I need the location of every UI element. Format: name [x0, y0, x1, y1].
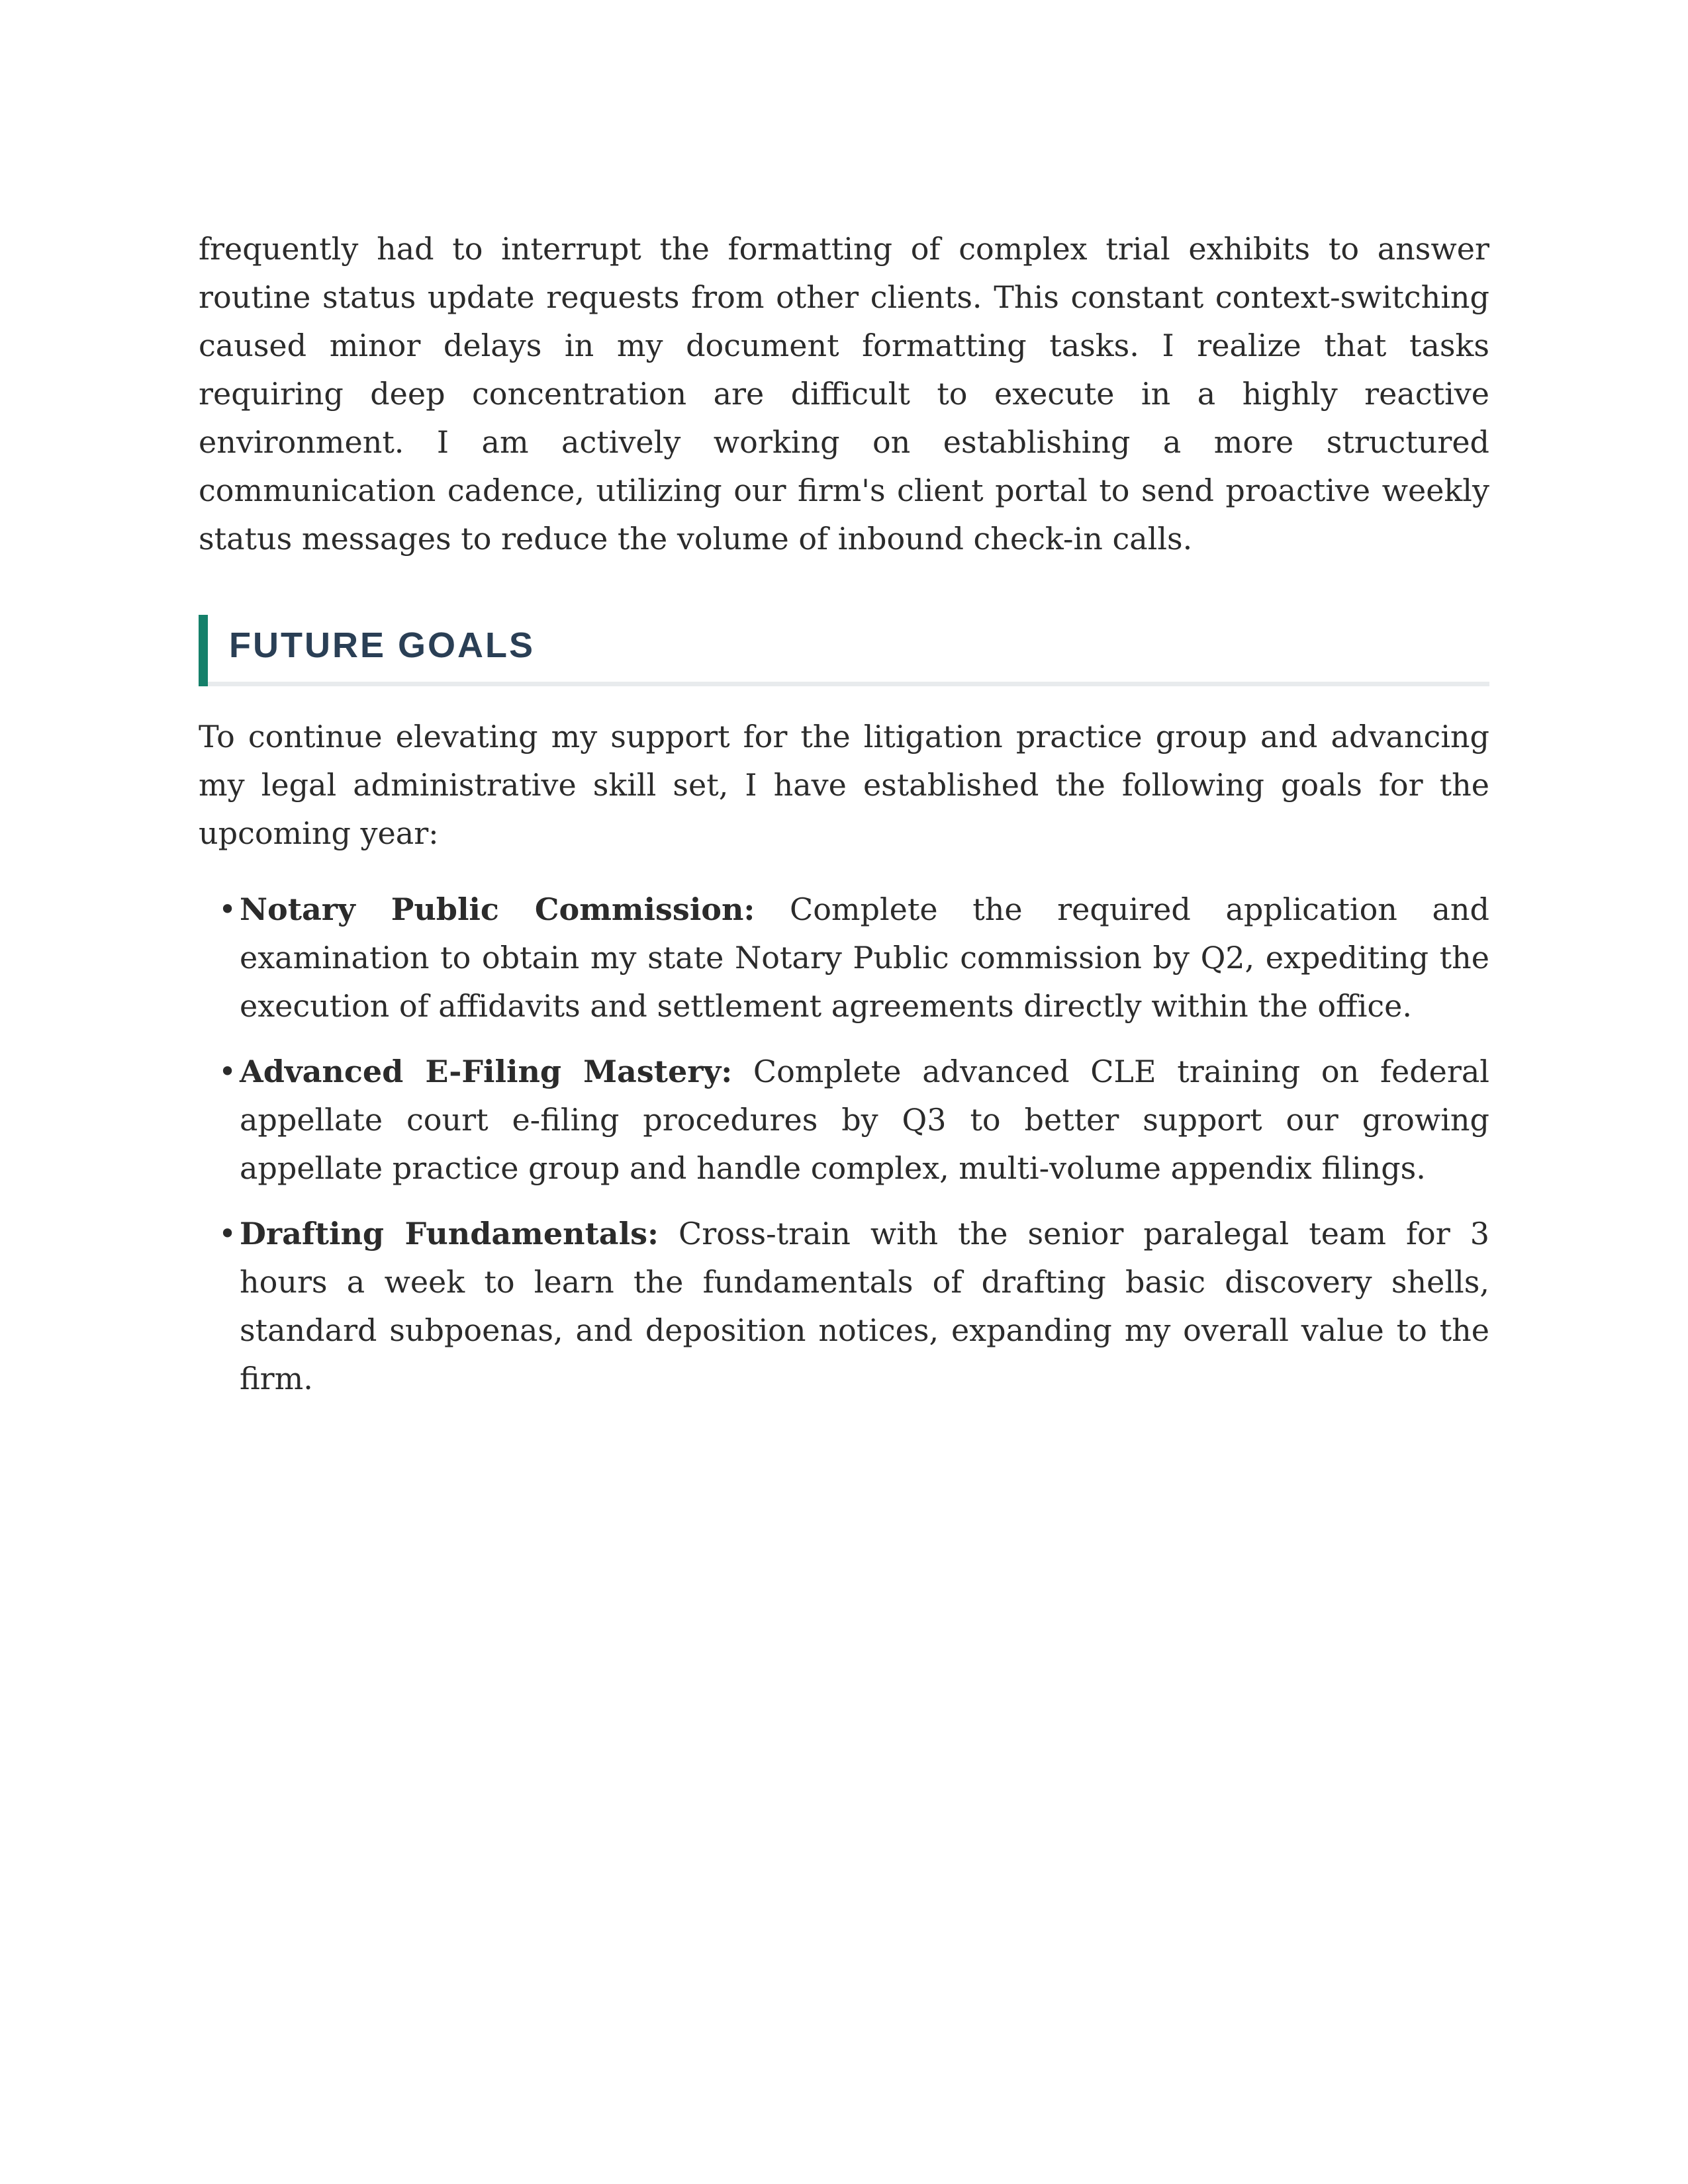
bullet-icon: •: [218, 1216, 237, 1251]
bullet-icon: •: [218, 1054, 237, 1089]
section-title: FUTURE GOALS: [229, 625, 535, 665]
goals-list: [199, 886, 1489, 1403]
continuation-paragraph: frequently had to interrupt the formatting of complex trial exhibits to answer routine status update requests from other clients. This constant context-switching caused minor delays in my document formatting tasks. I realize that tasks requiring deep concentration are difficult to execute in a highly reactive environment. I am actively working on establishing a more structured communication cadence, utilizing our firm's client portal to send proactive weekly status messages to reduce the volume of inbound check-in calls.: [199, 231, 1489, 557]
section-accent-bar: [199, 615, 208, 686]
list-item: [199, 1048, 1489, 1193]
goal-text: Complete advanced CLE training on federal appellate court e-filing procedures by Q3 to better support our growing appellate practice group and handle complex, multi-volume appendix filings.: [240, 1054, 1489, 1186]
goal-title: Drafting Fundamentals:: [240, 1216, 659, 1251]
document-page: [199, 225, 1489, 1420]
section-header: [199, 615, 1489, 686]
goal-title: Notary Public Commission:: [240, 891, 755, 927]
goals-intro-paragraph: To continue elevating my support for the litigation practice group and advancing my legal administrative skill set, I have established the following goals for the upcoming year:: [199, 719, 1489, 851]
bullet-icon: •: [218, 891, 237, 927]
goal-text: Complete the required application and examination to obtain my state Notary Public commission by Q2, expediting the execution of affidavits and settlement agreements directly within the office.: [240, 891, 1490, 1024]
goal-text: Cross-train with the senior paralegal team for 3 hours a week to learn the fundamentals of drafting basic discovery shells, standard subpoenas, and deposition notices, expanding my overall value to the firm.: [240, 1216, 1489, 1396]
list-item: [199, 1210, 1489, 1403]
list-item: [199, 886, 1489, 1030]
goal-title: Advanced E-Filing Mastery:: [240, 1054, 733, 1089]
